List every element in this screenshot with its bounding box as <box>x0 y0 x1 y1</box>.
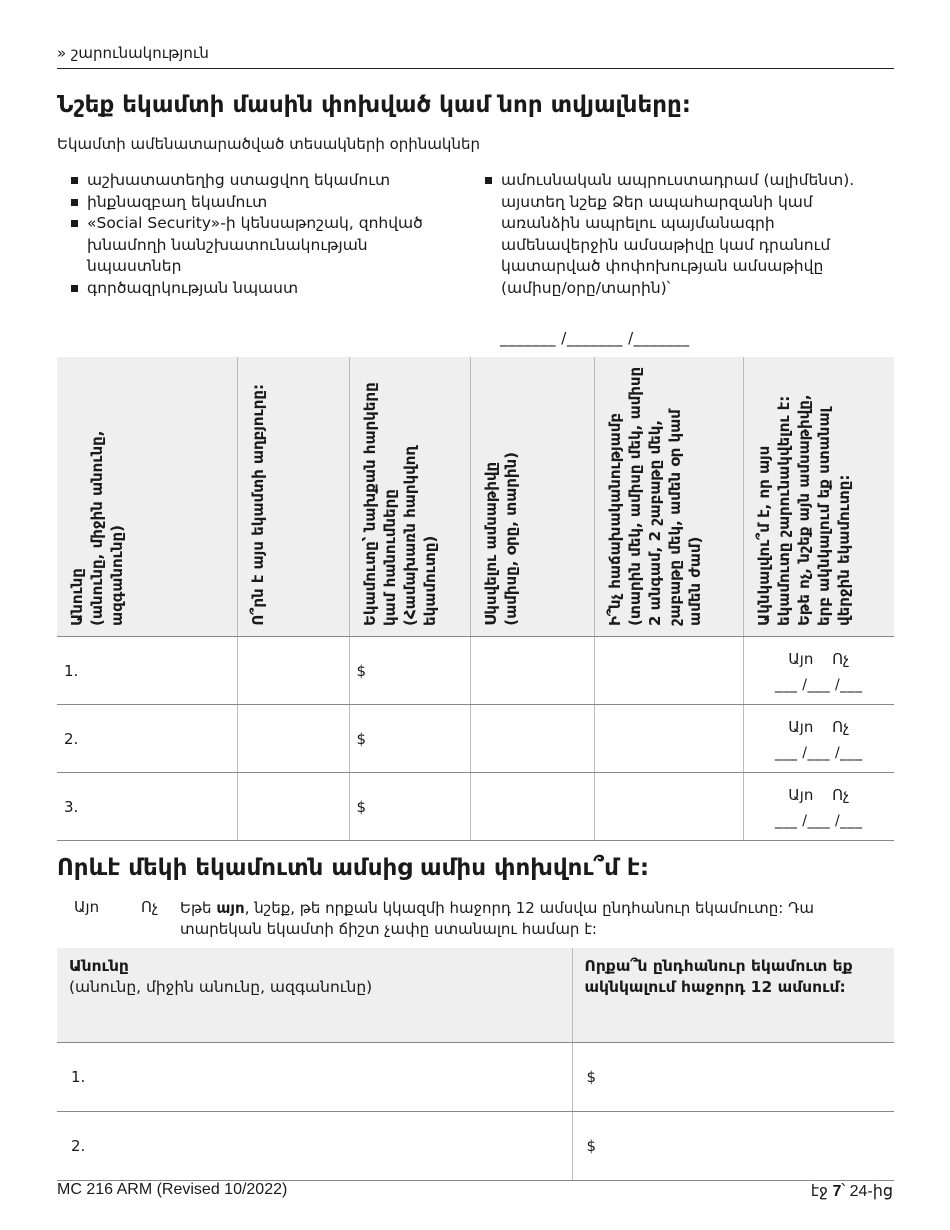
table-row <box>57 1112 894 1181</box>
table-row <box>57 705 894 773</box>
end-date-field[interactable]: ___ /___ /___ <box>774 677 863 693</box>
annual-income-table <box>57 948 894 1181</box>
header-name <box>57 357 237 637</box>
income-examples-list-right <box>484 170 884 299</box>
yes-no-options[interactable] <box>744 718 895 736</box>
name-cell[interactable]: 3. <box>57 773 237 841</box>
top-divider <box>57 68 894 69</box>
no-option[interactable]: Ոչ <box>832 786 850 804</box>
header-bold: Ի՞նչ հաճախականությամբ <box>605 412 624 626</box>
table-header-row <box>57 948 894 1043</box>
table-header-row <box>57 357 894 637</box>
source-cell[interactable] <box>237 637 349 705</box>
monthly-change-instructions <box>180 898 890 940</box>
page-prefix: էջ <box>810 1183 833 1200</box>
table-row <box>57 637 894 705</box>
header-bold: Անունը <box>69 957 129 975</box>
section-title-monthly-change: Որևէ մեկի եկամուտն ամսից ամիս փոխվու՞մ է: <box>57 855 650 881</box>
header-bold: Ակնկալվու՞մ է, որ այս եկամուտը շարունակվելու է: <box>754 395 793 626</box>
page-number <box>811 1181 893 1201</box>
yes-no-options[interactable] <box>744 786 895 804</box>
header-bold: Անունը <box>68 568 86 626</box>
end-date-field[interactable]: ___ /___ /___ <box>774 813 863 829</box>
breadcrumb: » շարունակություն <box>57 44 209 62</box>
start-date-cell[interactable] <box>470 705 594 773</box>
yes-option[interactable]: Այո <box>788 650 814 668</box>
yes-option[interactable]: Այո <box>788 786 814 804</box>
section-title-income-changes: Նշեք եկամտի մասին փոխված կամ նոր տվյալները: <box>57 92 691 118</box>
instr-bold: այո <box>216 899 245 917</box>
header-source <box>237 357 349 637</box>
continue-cell <box>743 637 894 705</box>
income-table <box>57 357 894 841</box>
name-cell[interactable]: 1. <box>57 1043 572 1112</box>
page-suffix: ՝ 24-ից <box>841 1183 893 1200</box>
frequency-cell[interactable] <box>594 637 743 705</box>
header-bold: Սկսվելու ամսաթիվը <box>481 462 500 626</box>
income-examples-list-left <box>70 170 465 299</box>
header-gross-income <box>349 357 470 637</box>
header-start-date <box>470 357 594 637</box>
no-option[interactable]: Ոչ <box>832 650 850 668</box>
monthly-change-yes-option[interactable]: Այո <box>74 898 100 916</box>
income-cell[interactable]: $ <box>572 1112 894 1181</box>
continue-cell <box>743 773 894 841</box>
end-date-field[interactable]: ___ /___ /___ <box>774 745 863 761</box>
table-row <box>57 1043 894 1112</box>
instr-post: , նշեք, թե որքան կկազմի հաջորդ 12 ամսվա ընդհանուր եկամուտը: Դա տարեկան եկամտի ճիշտ չափը ստանալու համար է: <box>180 899 815 938</box>
source-cell[interactable] <box>237 773 349 841</box>
header-expected-income: Որքա՞ն ընդհանուր եկամուտ եք ակնկալում հաջորդ 12 ամսում: <box>572 948 894 1043</box>
name-cell[interactable]: 1. <box>57 637 237 705</box>
yes-no-options[interactable] <box>744 650 895 668</box>
continue-cell <box>743 705 894 773</box>
list-item: գործազրկության նպաստ <box>70 278 465 300</box>
frequency-cell[interactable] <box>594 705 743 773</box>
header-note: (անունը, միջին անունը, ազգանունը) <box>88 430 126 626</box>
alimony-date-field[interactable]: _______ /_______ /_______ <box>500 329 690 347</box>
instr-pre: Եթե <box>180 899 217 917</box>
no-option[interactable]: Ոչ <box>832 718 850 736</box>
header-note: (Համախառն հարկվող եկամուտը) <box>400 445 439 626</box>
list-item: ինքնազբաղ եկամուտ <box>70 192 465 214</box>
header-bold: Ո՞րն է այս եկամտի աղբյուրը: <box>248 384 267 626</box>
list-item: «Social Security»-ի կենսաթոշակ, զոհված խնամողի նանշխատունակության նպաստներ <box>70 213 465 278</box>
start-date-cell[interactable] <box>470 637 594 705</box>
header-note: (ամիսը, օրը, տարին) <box>501 452 520 626</box>
yes-option[interactable]: Այո <box>788 718 814 736</box>
name-cell[interactable]: 2. <box>57 1112 572 1181</box>
income-cell[interactable]: $ <box>349 705 470 773</box>
frequency-cell[interactable] <box>594 773 743 841</box>
header-bold: Եկամուտը՝ նախքան հարկերը կամ հանումները <box>360 382 399 626</box>
header-note: Եթե ոչ, նշեք այն ամսաթիվը, երբ ակնկալում եք ստանալ վերջին եկամուտը: <box>794 394 853 626</box>
list-item: ամուսնական ապրուստադրամ (ալիմենտ). այստեղ նշեք Ձեր ապահարզանի կամ առանձին ապրելու պայմանագրի ամենավերջին ամսաթիվը կամ դրանում կատարված փոփոխության ամսաթիվը (ամիսը/օրը/տարին)՝ <box>484 170 884 299</box>
start-date-cell[interactable] <box>470 773 594 841</box>
page-num: 7 <box>832 1183 842 1200</box>
header-continue <box>743 357 894 637</box>
income-cell[interactable]: $ <box>349 773 470 841</box>
header-note: (տարին մեկ, ամիսը մեկ, ամիսը 2 անգամ, 2 շաբաթը մեկ, շաբաթը մեկ, ամեն օր կամ ամեն ժամ) <box>625 366 704 626</box>
income-cell[interactable]: $ <box>349 637 470 705</box>
header-frequency <box>594 357 743 637</box>
income-cell[interactable]: $ <box>572 1043 894 1112</box>
monthly-change-no-option[interactable]: Ոչ <box>141 898 159 916</box>
table-row <box>57 773 894 841</box>
source-cell[interactable] <box>237 705 349 773</box>
form-id: MC 216 ARM (Revised 10/2022) <box>57 1181 288 1198</box>
header-note: (անունը, միջին անունը, ազգանունը) <box>69 978 373 996</box>
name-cell[interactable]: 2. <box>57 705 237 773</box>
list-item: աշխատատեղից ստացվող եկամուտ <box>70 170 465 192</box>
header-name <box>57 948 572 1043</box>
section-subtitle: Եկամտի ամենատարածված տեսակների օրինակներ <box>57 135 480 153</box>
